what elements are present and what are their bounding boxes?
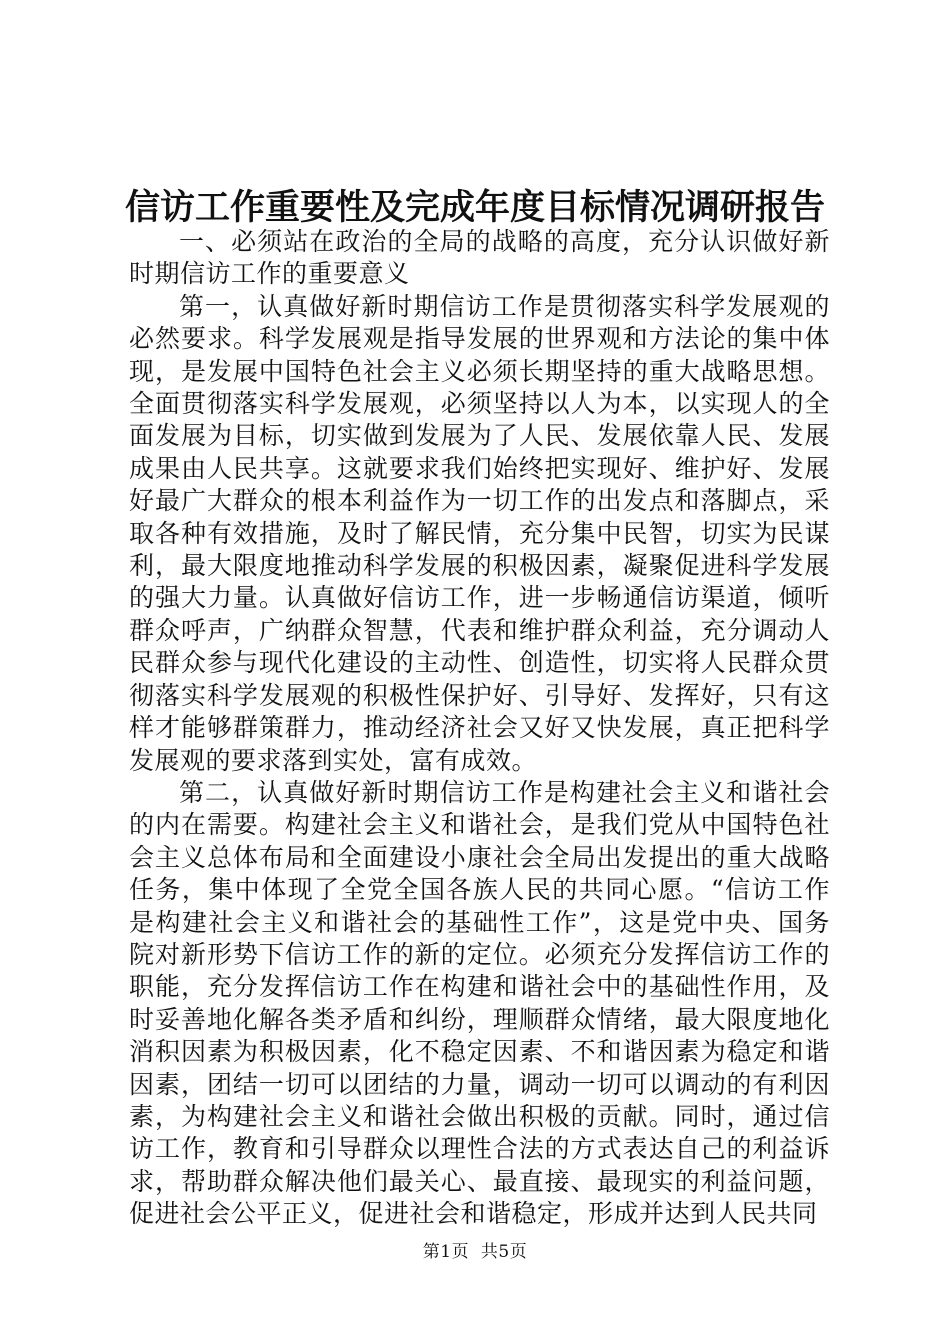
page-total: 共5页 xyxy=(480,1242,528,1262)
page-number: 第1页 xyxy=(422,1242,470,1262)
document-title: 信访工作重要性及完成年度目标情况调研报告 xyxy=(124,187,825,228)
body-paragraph-second: 第二，认真做好新时期信访工作是构建社会主义和谐社会的内在需要。构建社会主义和谐社会，是我们党从中国特色社会主义总体布局和全面建设小康社会全局出发提出的重大战略任务，集中体现了全党全国各族人民的共同心愿。“信访工作是构建社会主义和谐社会的基础性工作”，这是党中央、国务院对新形势下信访工作的新的定位。必须充分发挥信访工作的职能，充分发挥信访工作在构建和谐社会中的基础性作用，及时妥善地化解各类矛盾和纠纷，理顺群众情绪，最大限度地化消积因素为积极因素，化不稳定因素、不和谐因素为稳定和谐因素，团结一切可以团结的力量，调动一切可以调动的有利因素，为构建社会主义和谐社会做出积极的贡献。同时，通过信访工作，教育和引导群众以理性合法的方式表达自己的利益诉求，帮助群众解决他们最关心、最直接、最现实的利益问题，促进社会公平正义，促进社会和谐稳定，形成并达到人民共同 xyxy=(129,777,830,1229)
document-body xyxy=(129,226,830,1231)
section-heading-paragraph: 一、必须站在政治的全局的战略的高度，充分认识做好新时期信访工作的重要意义 xyxy=(129,227,830,289)
body-paragraph-first: 第一，认真做好新时期信访工作是贯彻落实科学发展观的必然要求。科学发展观是指导发展的世界观和方法论的集中体现，是发展中国特色社会主义必须长期坚持的重大战略思想。全面贯彻落实科学发展观，必须坚持以人为本，以实现人的全面发展为目标，切实做到发展为了人民、发展依靠人民、发展成果由人民共享。这就要求我们始终把实现好、维护好、发展好最广大群众的根本利益作为一切工作的出发点和落脚点，采取各种有效措施，及时了解民情，充分集中民智，切实为民谋利，最大限度地推动科学发展的积极因素，凝聚促进科学发展的强大力量。认真做好信访工作，进一步畅通信访渠道，倾听群众呼声，广纳群众智慧，代表和维护群众利益，充分调动人民群众参与现代化建设的主动性、创造性，切实将人民群众贯彻落实科学发展观的积极性保护好、引导好、发挥好，只有这样才能够群策群力，推动经济社会又好又快发展，真正把科学发展观的要求落到实处，富有成效。 xyxy=(129,291,830,775)
page-footer xyxy=(0,1240,950,1264)
